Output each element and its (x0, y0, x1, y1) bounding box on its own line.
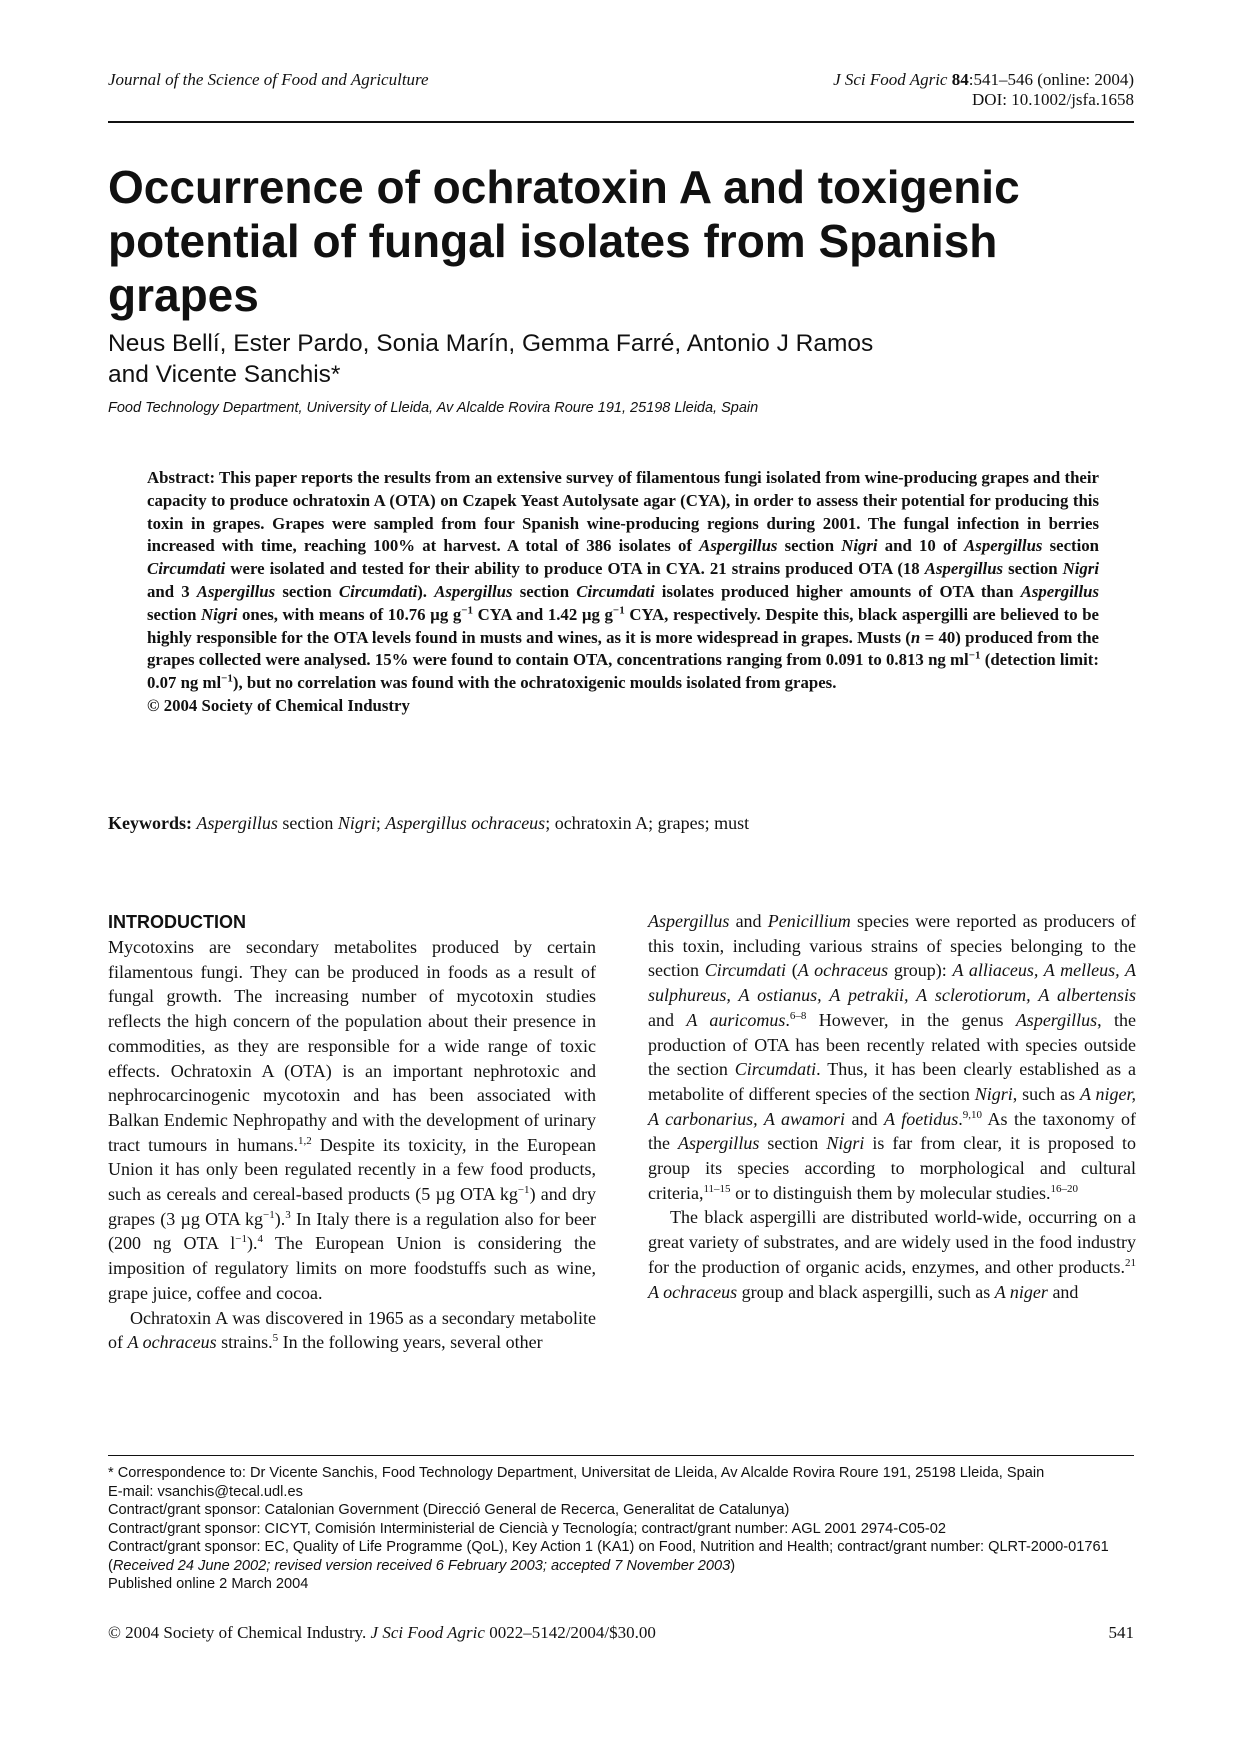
section-heading-introduction: INTRODUCTION (108, 912, 246, 932)
footnote-received: (Received 24 June 2002; revised version received 6 February 2003; accepted 7 November 2003) (108, 1557, 736, 1574)
keywords: Keywords: Aspergillus section Nigri; Aspergillus ochraceus; ochratoxin A; grapes; must (108, 813, 750, 833)
intro-paragraph-3: The black aspergilli are distributed world-wide, occurring on a great variety of substrates, and are widely used in the food industry for the production of organic acids, enzymes, and other products.$^{21}$ A ochraceus group and black aspergilli, such as A niger and (648, 1207, 1136, 1302)
intro-paragraph-1: Mycotoxins are secondary metabolites produced by certain filamentous fungi. They can be produced in foods as a result of fungal growth. The increasing number of mycotoxin studies reflects the high concern of the population about their presence in commodities, as they are responsible for a wide range of toxic effects. Ochratoxin A (OTA) is an important nephrotoxic and nephrocarcinogenic mycotoxin and has been associated with Balkan Endemic Nephropathy and with the development of urinary tract tumours in humans.$^{1,2}$ Despite its toxicity, in the European Union it has only been regulated recently in a few food products, such as cereals and cereal-based products (5 µg OTA $kg^{-1}$) and dry grapes (3 µg OTA $kg^{-1}).^3$ In Italy there is a regulation also for beer (200 ng OTA $l^{-1}).^4$ The European Union is considering the imposition of regulatory limits on more foodstuffs such as wine, grape juice, coffee and cocoa. (108, 937, 596, 1303)
doi: DOI: 10.1002/jsfa.1658 (972, 90, 1134, 109)
footnote-published: Published online 2 March 2004 (108, 1576, 309, 1592)
authors-line-1: Neus Bellí, Ester Pardo, Sonia Marín, Gemma Farré, Antonio J Ramos (108, 330, 874, 357)
page-number: 541 (1108, 1623, 1134, 1642)
author-list (108, 328, 1108, 390)
footnotes (108, 1464, 1134, 1594)
footnote-correspondence: * Correspondence to: Dr Vicente Sanchis, Food Technology Department, Universitat de Lleida, Av Alcalde Rovira Roure 191, 25198 Lleida, Spain (108, 1465, 1045, 1481)
article-title: Occurrence of ochratoxin A and toxigenic potential of fungal isolates from Spanish grapes (108, 161, 1020, 321)
footnote-rule (108, 1455, 1134, 1456)
abstract-label: Abstract: (147, 468, 216, 487)
running-head-citation (833, 70, 1134, 110)
citation-pages: :541–546 (online: 2004) (968, 70, 1134, 89)
affiliation: Food Technology Department, University of Lleida, Av Alcalde Rovira Roure 191, 25198 Lleida, Spain (108, 400, 759, 416)
footnote-sponsor-2: Contract/grant sponsor: CICYT, Comisión Interministerial de Ciencià y Tecnología; contract/grant number: AGL 2001 2974-C05-02 (108, 1520, 946, 1537)
body-column-left (108, 910, 596, 1355)
authors-line-2: and Vicente Sanchis* (108, 361, 341, 388)
intro-paragraph-2-cont: Aspergillus and Penicillium species were reported as producers of this toxin, including various strains of species belonging to the section Circumdati (A ochraceus group): A alliaceus, A melleus, A sulphureus, A ostianus, A petrakii, A sclerotiorum, A albertensis and A auricomus.$^{6-8}$ However, in the genus Aspergillus, the production of OTA has been recently related with species outside the section Circumdati. Thus, it has been clearly established as a metabolite of different species of the section Nigri, such as A niger, A carbonarius, A awamori and A foetidus.$^{9,10}$ As the taxonomy of the Aspergillus section Nigri is far from clear, it is proposed to group its species according to morphological and cultural criteria,$^{11-15}$ or to distinguish them by molecular studies.$^{16-20}$ (648, 911, 1136, 1203)
footnote-sponsor-1: Contract/grant sponsor: Catalonian Government (Direcció General de Recerca, Generalitat de Catalunya) (108, 1502, 790, 1518)
abstract: Abstract: This paper reports the results from an extensive survey of filamentous fungi isolated from wine-producing grapes and their capacity to produce ochratoxin A (OTA) on Czapek Yeast Autolysate agar (CYA), in order to assess their potential for producing this toxin in grapes. Grapes were sampled from four Spanish wine-producing regions during 2001. The fungal infection in berries increased with time, reaching 100% at harvest. A total of 386 isolates of Aspergillus section Nigri and 10 of Aspergillus section Circumdati were isolated and tested for their ability to produce OTA in CYA. 21 strains produced OTA (18 Aspergillus section Nigri and 3 Aspergillus section Circumdati). Aspergillus section Circumdati isolates produced higher amounts of OTA than Aspergillus section Nigri ones, with means of 10.76 µg $g^{-1}$ CYA and 1.42 µg $g^{-1}$ CYA, respectively. Despite this, black aspergilli are believed to be highly responsible for the OTA levels found in musts and wines, as it is more widespread in grapes. Musts (n = 40) produced from the grapes collected were analysed. 15% were found to contain OTA, concentrations ranging from 0.091 to 0.813 ng $ml^{-1}$ (detection limit: 0.07 ng $ml^{-1}$), but no correlation was found with the ochratoxigenic moulds isolated from grapes. © 2004 Society of Chemical Industry (147, 467, 1099, 718)
footnote-sponsor-3: Contract/grant sponsor: EC, Quality of Life Programme (QoL), Key Action 1 (KA1) on Food, Nutrition and Health; contract/grant number: QLRT-2000-01761 (108, 1539, 1109, 1555)
intro-paragraph-2-start: Ochratoxin A was discovered in 1965 as a secondary metabolite of A ochraceus strains.$^5$ In the following years, several other (108, 1307, 596, 1353)
abstract-copyright: © 2004 Society of Chemical Industry (147, 695, 410, 715)
citation-journal: J Sci Food Agric (833, 70, 948, 89)
citation-volume: 84 (951, 70, 969, 89)
footer-copyright: © 2004 Society of Chemical Industry. J Sci Food Agric 0022–5142/2004/$30.00 (108, 1623, 656, 1642)
keywords-label: Keywords: (108, 813, 192, 833)
header-rule (108, 121, 1134, 123)
footnote-email: E-mail: vsanchis@tecal.udl.es (108, 1483, 303, 1500)
body-column-right (648, 909, 1136, 1304)
running-head-journal: Journal of the Science of Food and Agriculture (108, 70, 429, 89)
